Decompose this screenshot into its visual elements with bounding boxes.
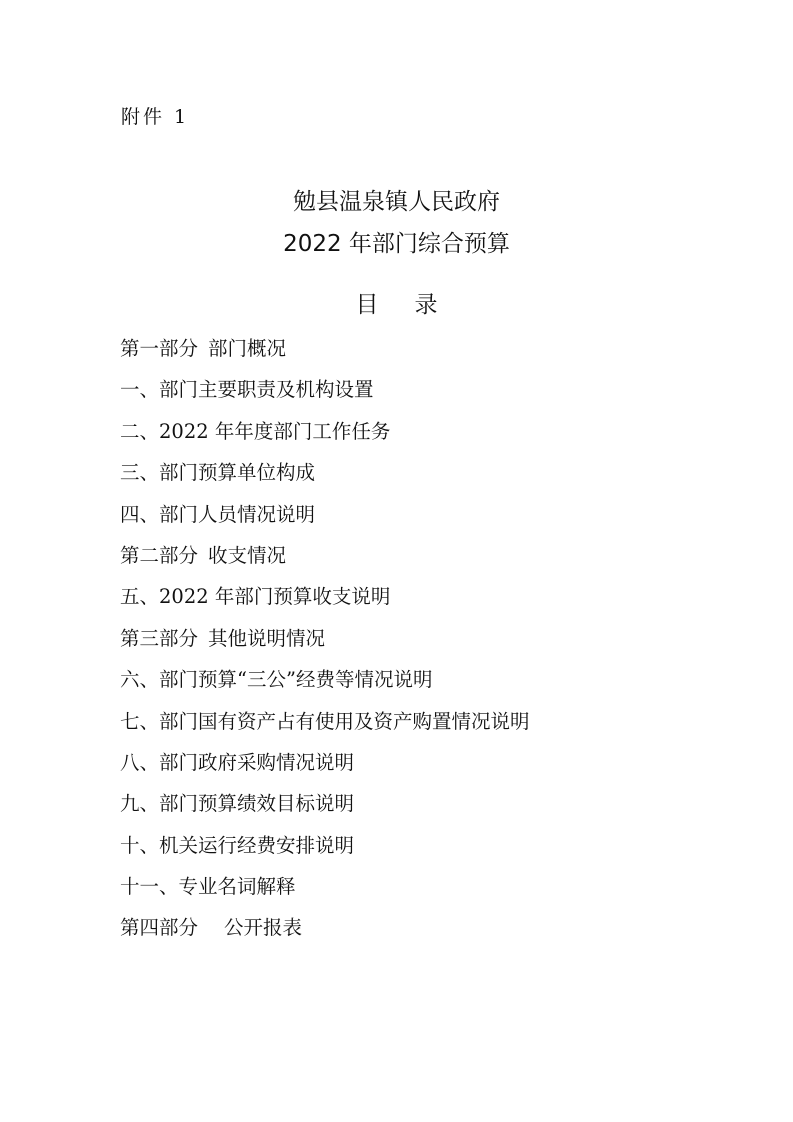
toc-item[interactable]: 四、部门人员情况说明 (120, 502, 316, 526)
toc-part-title: 其他说明情况 (208, 626, 326, 650)
toc-part-label: 第一部分 (120, 337, 199, 360)
toc-heading-char-1: 目 (355, 292, 379, 318)
toc-part-label: 第二部分 (120, 543, 199, 567)
attachment-label: 附件 1 (121, 106, 190, 128)
toc-part-label: 第三部分 (120, 626, 199, 650)
toc-heading (0, 289, 793, 321)
toc-part-2[interactable] (120, 537, 530, 578)
toc-part-title: 公开报表 (224, 916, 303, 940)
toc-item[interactable]: 五、2022 年部门预算收支说明 (120, 585, 391, 609)
toc-part-title: 部门概况 (208, 337, 287, 360)
table-of-contents (120, 330, 530, 951)
toc-item[interactable]: 八、部门政府采购情况说明 (120, 750, 355, 774)
toc-item[interactable]: 九、部门预算绩效目标说明 (120, 792, 355, 816)
toc-heading-char-2: 录 (414, 292, 438, 318)
toc-item[interactable]: 三、部门预算单位构成 (120, 461, 316, 485)
toc-item[interactable]: 一、部门主要职责及机构设置 (120, 378, 374, 402)
toc-item[interactable]: 十、机关运行经费安排说明 (120, 833, 355, 857)
toc-part-1[interactable] (120, 330, 530, 371)
toc-part-title: 收支情况 (208, 543, 287, 567)
toc-item[interactable]: 六、部门预算“三公”经费等情况说明 (120, 668, 433, 692)
toc-part-4[interactable] (120, 909, 530, 950)
document-subtitle: 2022 年部门综合预算 (283, 231, 510, 257)
toc-item[interactable]: 七、部门国有资产占有使用及资产购置情况说明 (120, 709, 530, 733)
toc-item[interactable]: 二、2022 年年度部门工作任务 (120, 419, 391, 443)
toc-part-label: 第四部分 (120, 916, 199, 940)
document-title: 勉县温泉镇人民政府 (293, 189, 500, 215)
toc-item[interactable]: 十一、专业名词解释 (120, 875, 296, 899)
toc-part-3[interactable] (120, 620, 530, 661)
